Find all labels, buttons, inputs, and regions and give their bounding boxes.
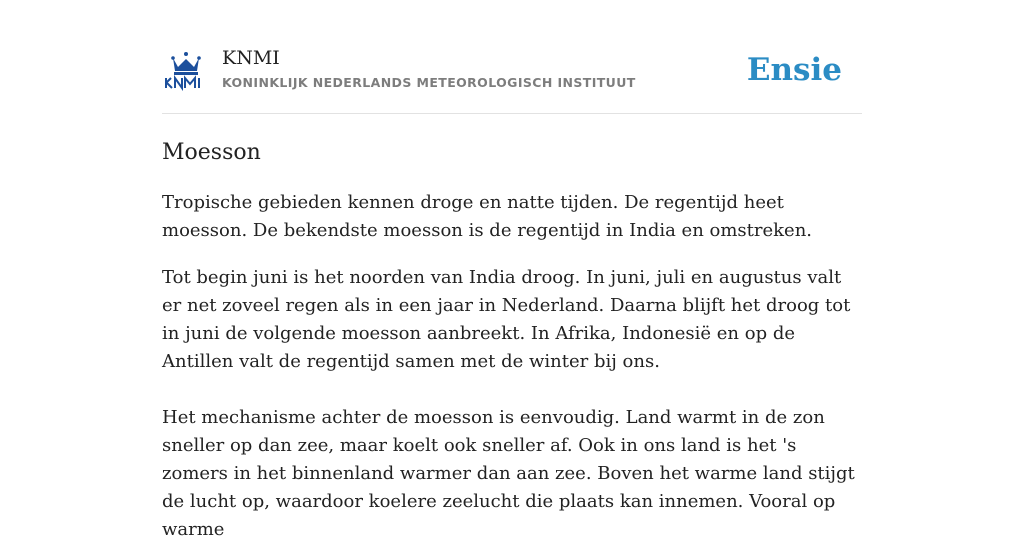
site-header	[162, 0, 862, 114]
article-paragraph: Tropische gebieden kennen droge en natte tijden. De regentijd heet moesson. De bekendste moesson is de regentijd in India en omstreken.	[162, 192, 813, 241]
knmi-crown-logo-icon[interactable]	[164, 50, 208, 90]
article-title: Moesson	[162, 140, 261, 165]
page	[162, 0, 862, 544]
org-full-name: KONINKLIJK NEDERLANDS METEOROLOGISCH INSTITUUT	[222, 75, 636, 90]
article	[162, 138, 862, 544]
article-paragraph: Tot begin juni is het noorden van India droog. In juni, juli en augustus valt er net zoveel regen als in een jaar in Nederland. Daarna blijft het droog tot in juni de volgende moesson aanbreekt. In Afrika, Indonesië en op de Antillen valt de regentijd samen met de winter bij ons. Het mechanisme achter de moesson is eenvoudig. Land warmt in de zon sneller op dan zee, maar koelt ook sneller af. Ook in ons land is het 's zomers in het binnenland warmer dan aan zee. Boven het warme land stijgt de lucht op, waardoor koelere zeelucht die plaats kan innemen. Vooral op warme	[162, 267, 855, 540]
org-name: KNMI	[222, 47, 280, 69]
brand-logo-text[interactable]: Ensie	[746, 52, 842, 88]
